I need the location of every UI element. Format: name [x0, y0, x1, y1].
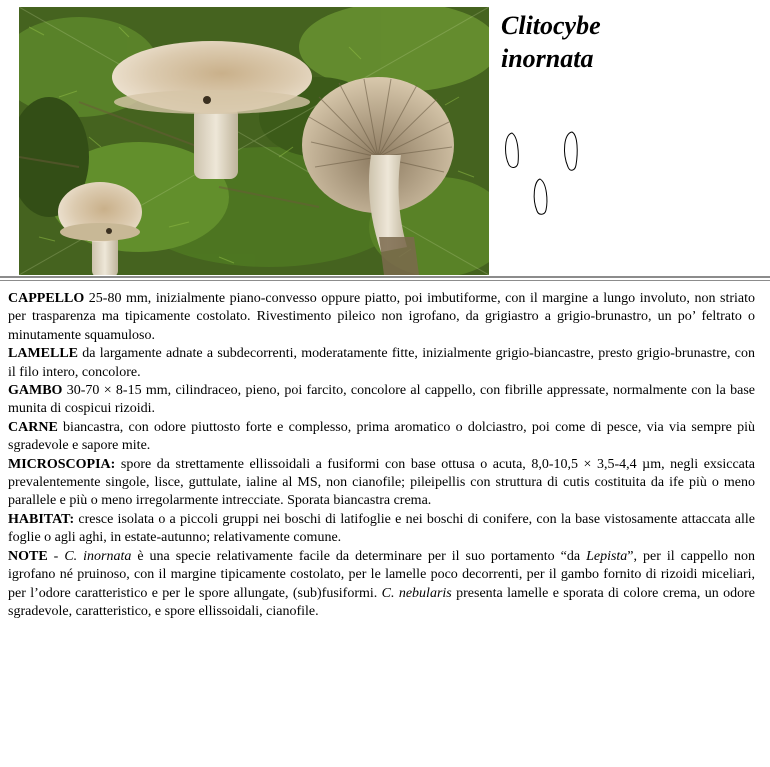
- section-body: 30-70 × 8-15 mm, cilindraceo, pieno, poi farcito, concolore al cappello, con fibrille appressate, normalmente con la base munita di cospicui rizoidi.: [8, 383, 755, 417]
- title-genus: Clitocybe: [501, 11, 601, 40]
- divider-line: [0, 280, 770, 281]
- section-microscopia: [8, 456, 755, 511]
- description-text: [8, 290, 755, 621]
- section-heading: CARNE: [8, 419, 58, 435]
- title-species: inornata: [501, 44, 594, 73]
- section-heading: HABITAT:: [8, 511, 75, 527]
- note-text: è una specie relativamente facile da determinare per il suo portamento “da: [131, 548, 587, 564]
- spore-outline: [565, 132, 578, 170]
- section-heading: CAPPELLO: [8, 291, 85, 306]
- species-name-italic: C. inornata: [64, 548, 132, 564]
- note-text: presenta lamelle e sporata di colore crema, un odore sgradevole, caratteristico, e spore ellissoidali, cianofile.: [8, 585, 756, 619]
- mushroom-photo: [19, 7, 489, 275]
- note-text: ”, per il cappello non igrofano né pruinoso, con il margine tipicamente costolato, per le lamelle poco decorrenti, per il gambo fornito di rizoidi miceliari, per l’odore caratteristico e per le spore allungate, (sub)fusiformi.: [8, 548, 755, 601]
- species-title: [501, 9, 601, 75]
- section-heading: LAMELLE: [8, 346, 79, 362]
- section-heading: NOTE: [8, 548, 48, 564]
- genus-name-italic: Lepista: [586, 548, 628, 564]
- section-body: 25-80 mm, inizialmente piano-convesso oppure piatto, poi imbutiforme, con il margine a lungo involuto, non striato per trasparenza ma tipicamente costolato. Rivestimento pileico non igrofano, da grigiastro a grigio-brunastro, un po’ feltrato o minutamente squamuloso.: [8, 291, 755, 343]
- section-body: spore da strettamente ellissoidali a fusiformi con base ottusa o acuta, 8,0-10,5 × 3,5-4,4 µm, negli exsiccata prevalentemente singole, lisce, guttulate, ialine al MS, non cianofile; pileipellis con struttura di cutis costituita da ife più o meno parallele e più o meno irregolarmente intrecciate. Sporata biancastra crema.: [8, 456, 755, 509]
- section-body: cresce isolata o a piccoli gruppi nei boschi di latifoglie e nei boschi di conifere, con la base vistosamente attaccata alle foglie o agli aghi, in estate-autunno; relativamente comune.: [8, 511, 755, 546]
- section-lamelle: [8, 345, 755, 382]
- section-cappello: [8, 290, 755, 345]
- section-habitat: [8, 511, 755, 548]
- note-text: -: [47, 548, 65, 564]
- species-name-italic: C. nebularis: [381, 585, 452, 601]
- divider-line: [0, 276, 770, 278]
- spore-drawing: [498, 125, 588, 220]
- spore-outline: [506, 133, 519, 167]
- section-gambo: [8, 382, 755, 419]
- section-heading: MICROSCOPIA:: [8, 456, 116, 472]
- section-carne: [8, 419, 755, 456]
- section-body: biancastra, con odore piuttosto forte e complesso, prima aromatico o dolciastro, poi come di pesce, via via sempre più sgradevole e sapore mite.: [8, 419, 755, 454]
- section-body: da largamente adnate a subdecorrenti, moderatamente fitte, inizialmente grigio-biancastre, presto grigio-brunastre, con il filo intero, concolore.: [8, 346, 755, 380]
- section-note: [8, 548, 755, 622]
- spore-outline: [534, 179, 547, 214]
- section-heading: GAMBO: [8, 383, 63, 399]
